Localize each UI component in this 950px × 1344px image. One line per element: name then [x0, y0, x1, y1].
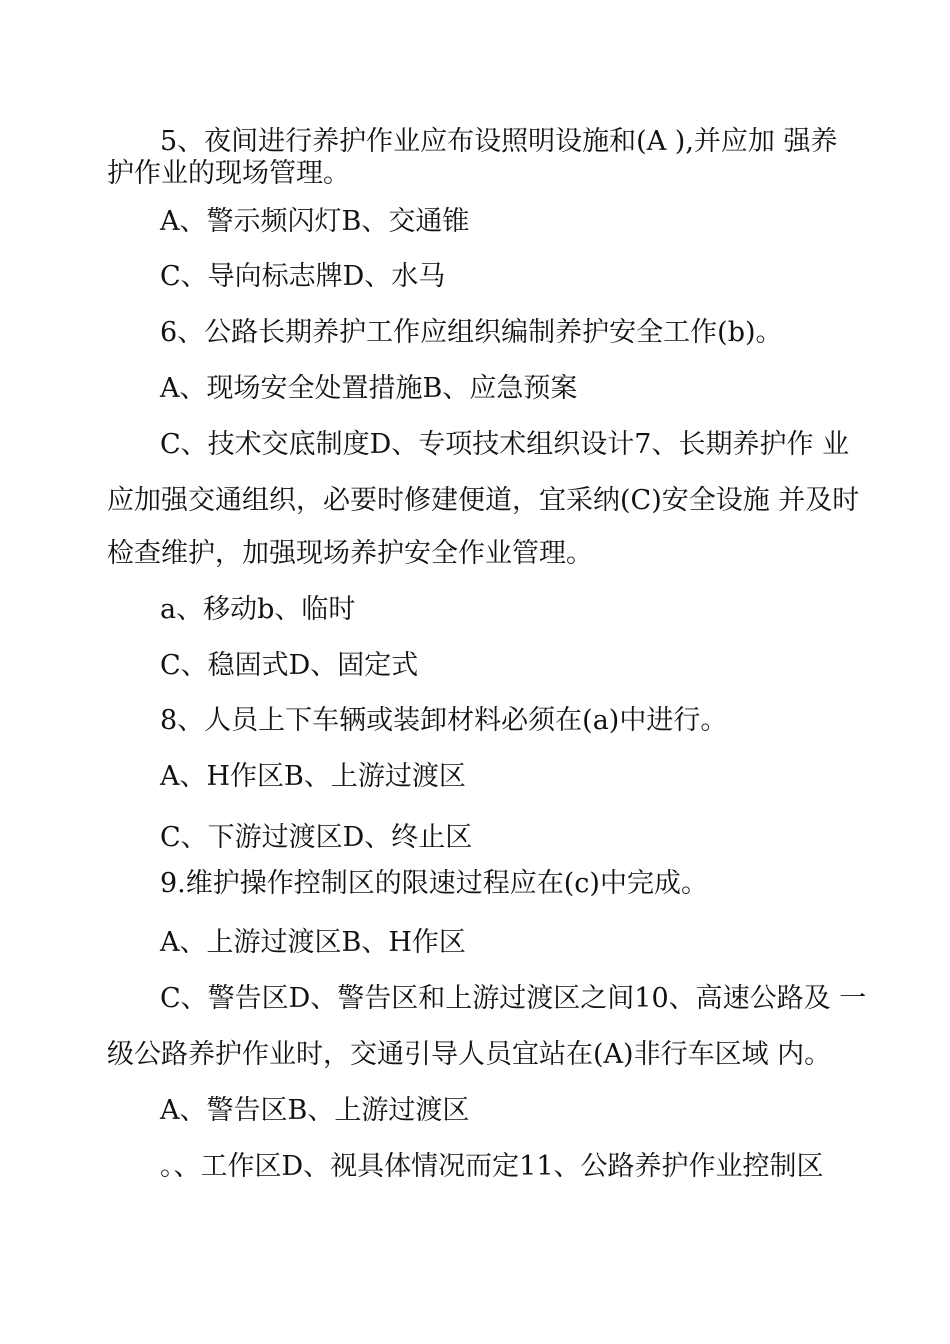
- text-line: C、下游过渡区D、终止区: [160, 822, 473, 853]
- text-line: 检查维护，加强现场养护安全作业管理。: [107, 538, 593, 569]
- text-line: 护作业的现场管理。: [107, 158, 350, 189]
- text-line: C、稳固式D、固定式: [160, 650, 419, 681]
- text-line: 级公路养护作业时，交通引导人员宜站在(A)非行车区域 内。: [107, 1039, 832, 1070]
- text-line: A、现场安全处置措施B、应急预案: [160, 373, 578, 404]
- text-line: A、H作区B、上游过渡区: [160, 761, 466, 792]
- text-line: 6、公路长期养护工作应组织编制养护安全工作(b)。: [160, 317, 783, 348]
- text-line: a、移动b、临时: [160, 594, 356, 625]
- text-line: A、上游过渡区B、H作区: [160, 927, 466, 958]
- text-line: 5、夜间进行养护作业应布设照明设施和(A ),并应加 强养: [160, 126, 838, 157]
- text-line: C、警告区D、警告区和上游过渡区之间10、高速公路及 一: [160, 983, 867, 1014]
- text-line: C、技术交底制度D、专项技术组织设计7、长期养护作 业: [160, 429, 850, 460]
- text-line: A、警告区B、上游过渡区: [160, 1095, 470, 1126]
- text-line: 9.维护操作控制区的限速过程应在(c)中完成。: [160, 868, 708, 899]
- text-line: C、导向标志牌D、水马: [160, 261, 446, 292]
- text-line: 应加强交通组织，必要时修建便道，宜采纳(C)安全设施 并及时: [107, 485, 860, 516]
- text-line: 8、人员上下车辆或装卸材料必须在(a)中进行。: [160, 705, 728, 736]
- text-line: A、警示频闪灯B、交通锥: [160, 206, 470, 237]
- text-line: 。、工作区D、视具体情况而定11、公路养护作业控制区: [160, 1151, 824, 1182]
